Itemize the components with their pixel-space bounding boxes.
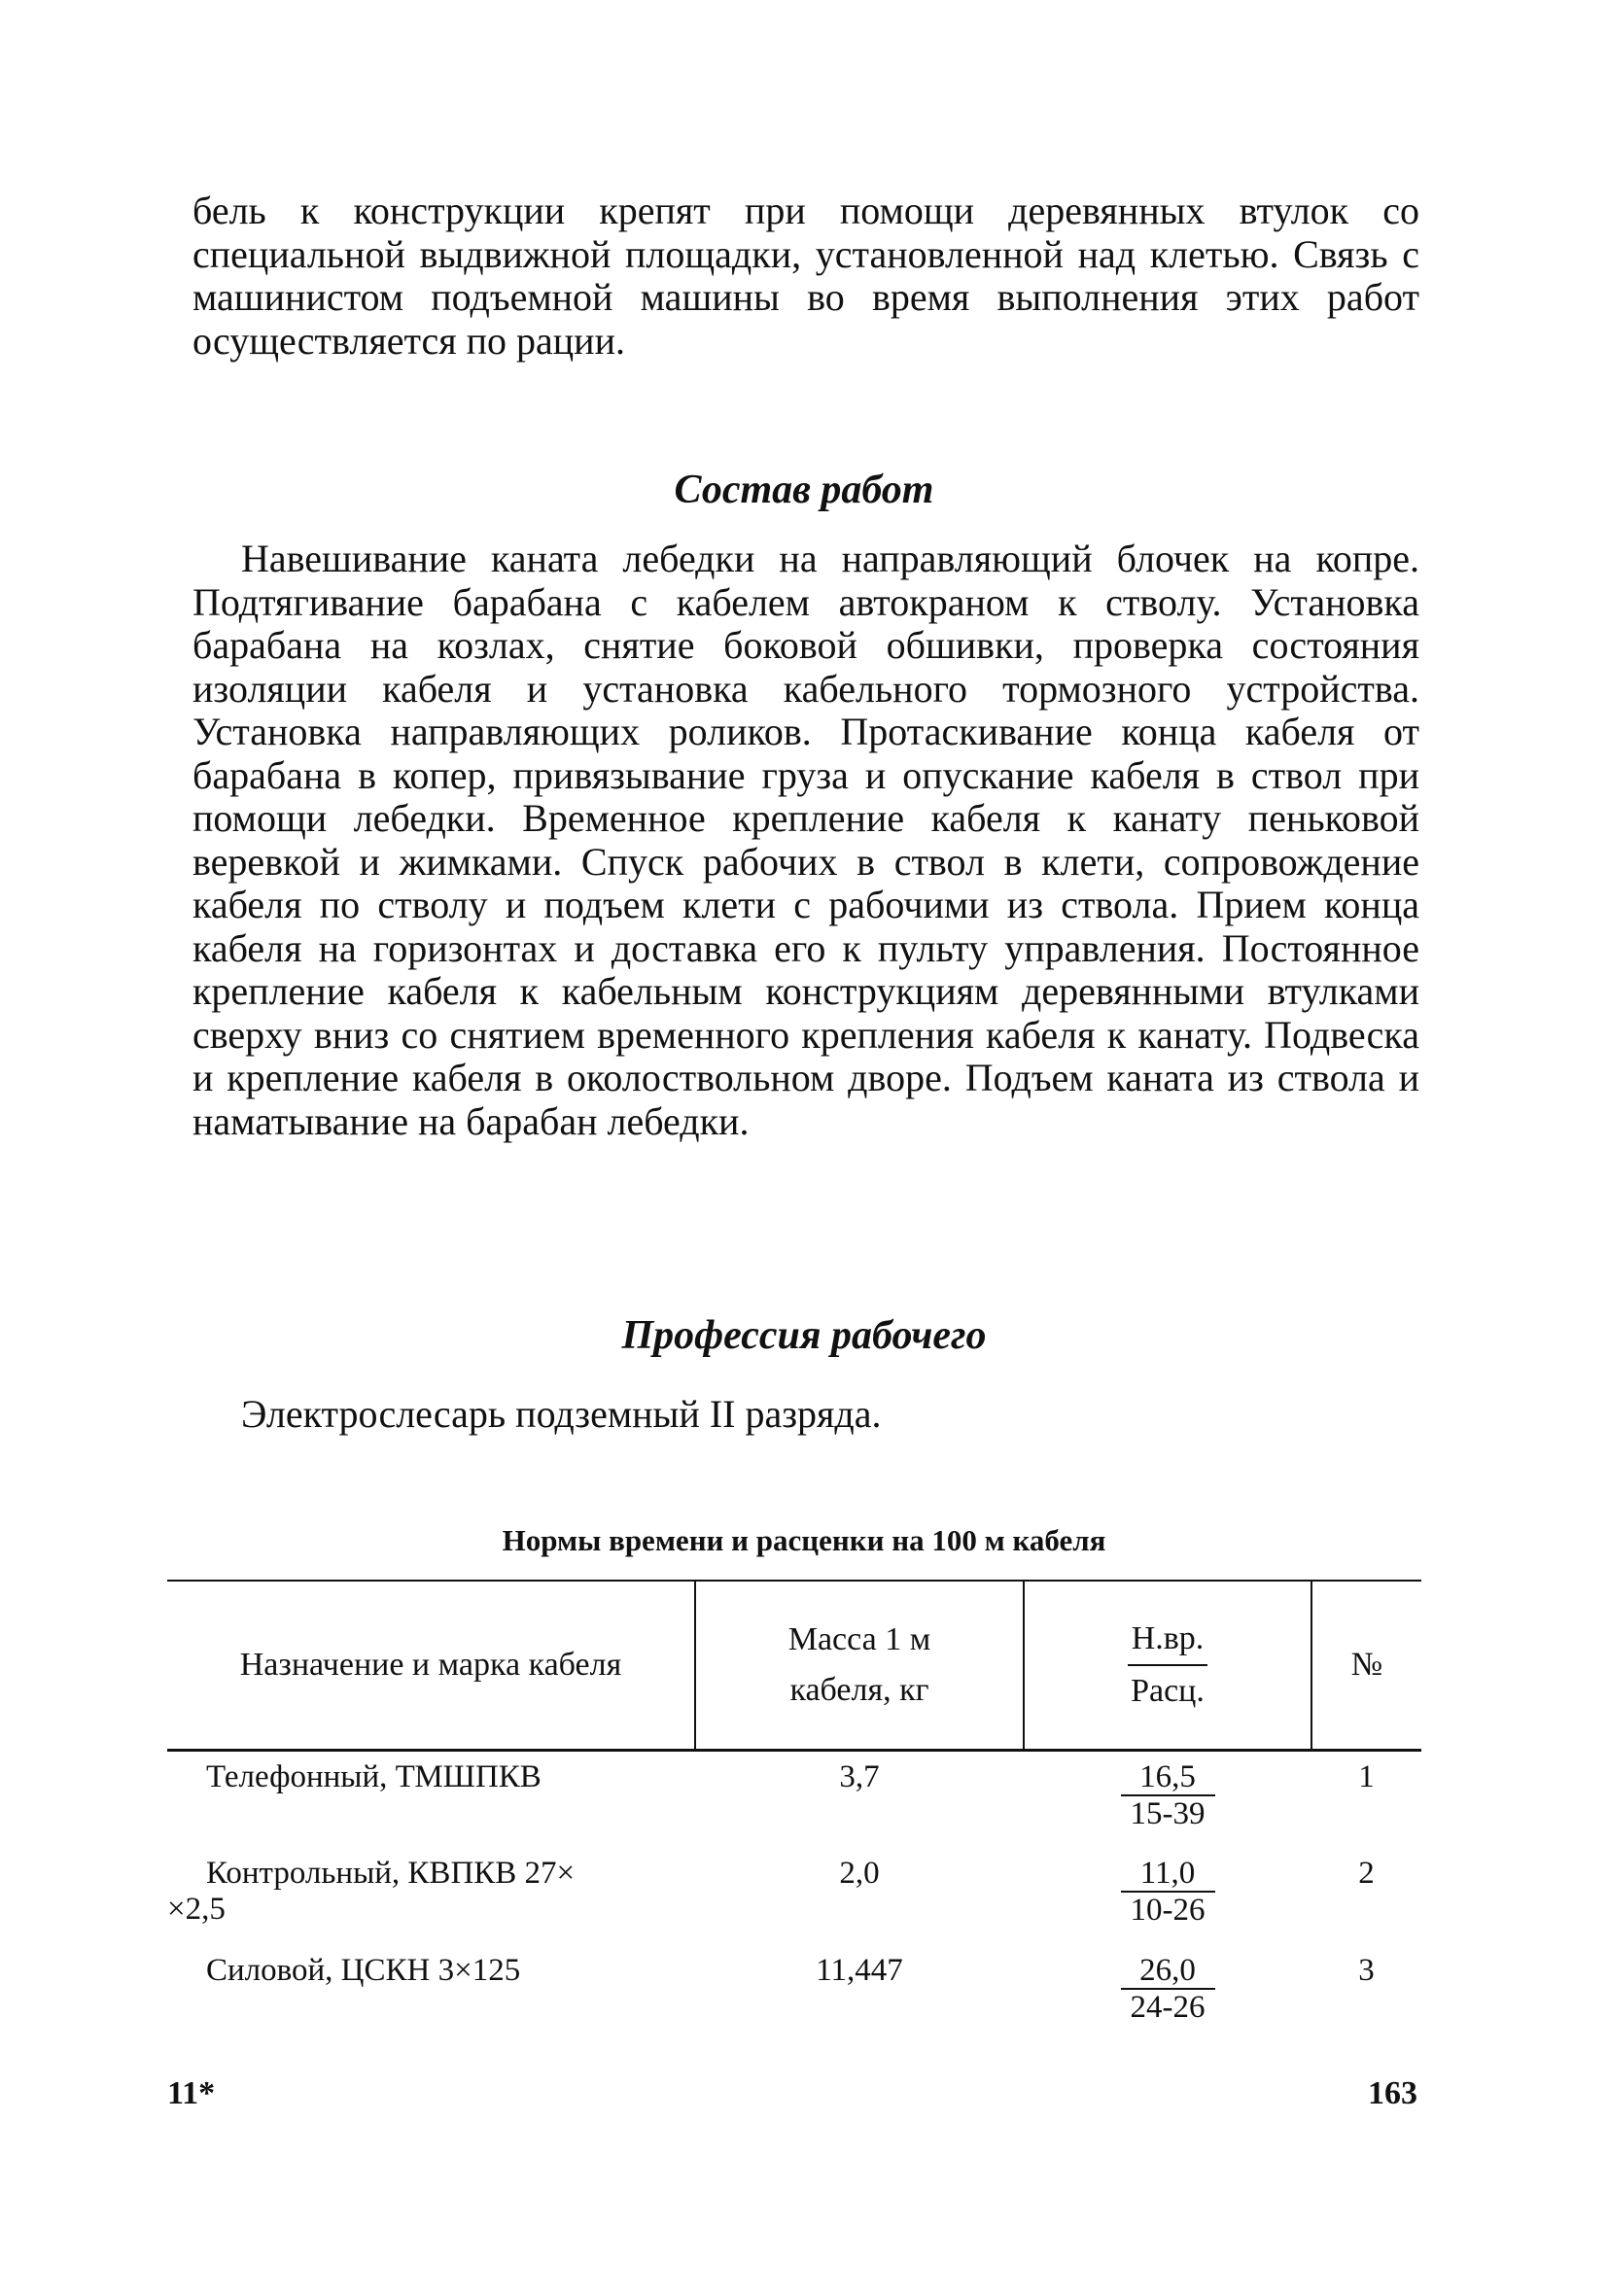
cable-name: Силовой, ЦСКН 3×125 xyxy=(206,1952,521,1988)
header-mass xyxy=(695,1581,1024,1751)
cable-name-continuation: ×2,5 xyxy=(167,1891,226,1927)
cell-number: 2 xyxy=(1358,1855,1375,1891)
norms-table xyxy=(167,1580,1421,2042)
cell-number: 1 xyxy=(1358,1759,1375,1794)
table-header-row xyxy=(167,1581,1421,1751)
cell-mass: 2,0 xyxy=(839,1855,880,1891)
norm-time-value: 26,0 xyxy=(1121,1953,1215,1990)
page-number: 163 xyxy=(1368,2075,1417,2111)
header-norm-fraction xyxy=(1128,1614,1208,1717)
cable-name: Телефонный, ТМШПКВ xyxy=(206,1759,542,1794)
table-row xyxy=(167,1751,1421,1848)
header-rate: Расц. xyxy=(1131,1673,1205,1709)
cell-norm-rate xyxy=(1024,1848,1311,1945)
norm-time-value: 16,5 xyxy=(1121,1759,1215,1796)
table-caption: Нормы времени и расценки на 100 м кабеля xyxy=(502,1523,1106,1557)
cell-mass: 3,7 xyxy=(839,1759,880,1794)
signature-mark: 11* xyxy=(167,2075,216,2111)
composition-heading: Состав работ xyxy=(674,468,934,512)
header-mass-line1: Масса 1 м xyxy=(787,1621,931,1657)
header-cable-name xyxy=(167,1581,695,1751)
cell-number: 3 xyxy=(1358,1952,1375,1988)
intro-paragraph: бель к конструкции крепят при помощи деревянных втулок со специальной выдвижной площадки, установленной над клетью. Связь с машинистом подъемной машины во время выполнения этих работ осуществляется по рации. xyxy=(192,189,1419,363)
table-row xyxy=(167,1848,1421,1945)
header-norm-rate xyxy=(1024,1581,1311,1751)
header-number-label: № xyxy=(1350,1647,1383,1683)
cell-norm-rate xyxy=(1024,1945,1311,2042)
cell-cable-name xyxy=(167,1848,695,1945)
rate-value: 15-39 xyxy=(1130,1796,1206,1831)
norm-rate-fraction xyxy=(1121,1856,1215,1928)
norm-rate-fraction xyxy=(1121,1759,1215,1831)
header-mass-line2: кабеля, кг xyxy=(789,1672,929,1708)
norm-time-value: 11,0 xyxy=(1121,1856,1215,1893)
composition-text: Навешивание каната лебедки на направляющий блочек на копре. Подтягивание барабана с кабелем автокраном к стволу. Установка барабана на козлах, снятие боковой обшивки, проверка состояния изоляции кабеля и установка кабельного тормозного устройства. Установка направляющих роликов. Протаскивание конца кабеля от барабана в копер, привязывание груза и опускание кабеля в ствол при помощи лебедки. Временное крепление кабеля к канату пеньковой веревкой и жимками. Спуск рабочих в ствол в клети, сопровождение кабеля по стволу и подъем клети с рабочими из ствола. Прием конца кабеля на горизонтах и доставка его к пульту управления. Постоянное крепление кабеля к кабельным конструкциям деревянными втулками сверху вниз со снятием временного крепления кабеля к канату. Подвеска и крепление кабеля в околоствольном дворе. Подъем каната из ствола и наматывание на барабан лебедки. xyxy=(192,537,1419,1143)
profession-text: Электрослесарь подземный II разряда. xyxy=(241,1392,882,1436)
cell-norm-rate xyxy=(1024,1751,1311,1848)
rate-value: 10-26 xyxy=(1130,1892,1206,1928)
profession-heading: Профессия рабочего xyxy=(621,1313,987,1358)
cell-cable-name xyxy=(167,1945,695,2042)
cell-mass: 11,447 xyxy=(816,1952,903,1988)
header-number xyxy=(1311,1581,1421,1751)
header-norm-time: Н.вр. xyxy=(1128,1614,1208,1666)
table-row xyxy=(167,1945,1421,2042)
cell-cable-name xyxy=(167,1751,695,1848)
header-cable-name-label: Назначение и марка кабеля xyxy=(239,1647,622,1683)
rate-value: 24-26 xyxy=(1130,1989,1206,2025)
cable-name: Контрольный, КВПКВ 27× xyxy=(206,1855,576,1891)
norm-rate-fraction xyxy=(1121,1953,1215,2025)
